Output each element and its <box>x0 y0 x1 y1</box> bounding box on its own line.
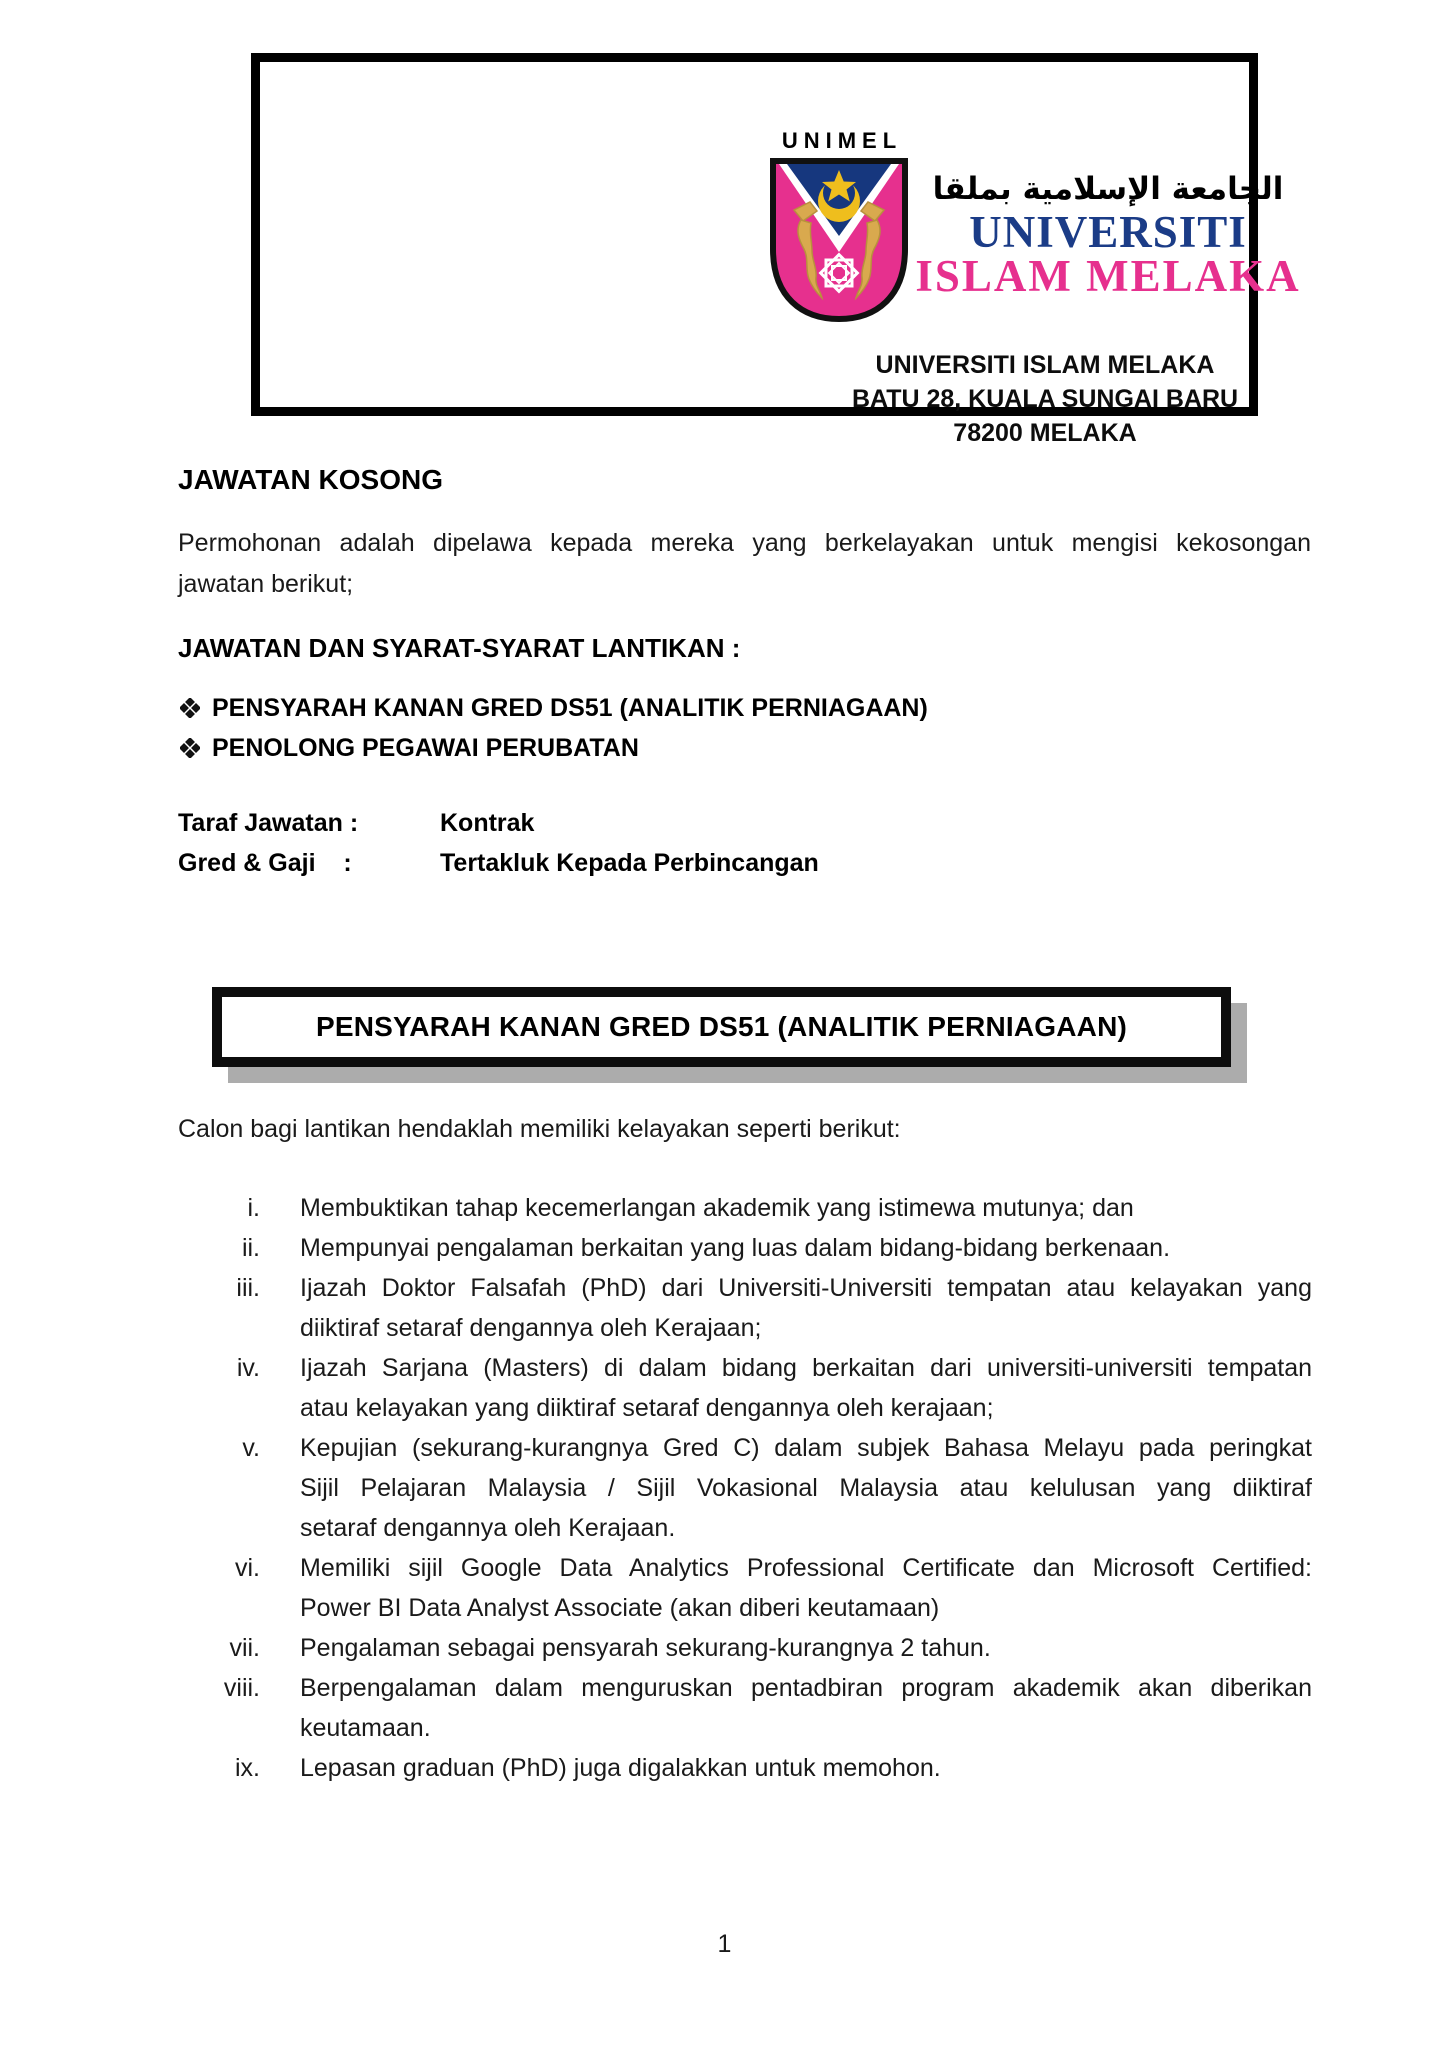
section-heading: JAWATAN DAN SYARAT-SYARAT LANTIKAN : <box>178 633 741 663</box>
logo-arabic-name: الجامعة الإسلامية بملقا <box>932 171 1284 207</box>
requirement-item: iv. Ijazah Sarjana (Masters) di dalam bidang berkaitan dari universiti-universiti tempatan atau kelayakan yang diiktiraf setaraf dengannya oleh kerajaan; <box>212 1348 1312 1428</box>
diamond-bullet-icon <box>180 698 200 718</box>
requirements-list <box>212 1188 1312 1788</box>
address-line: 78200 MELAKA <box>953 419 1137 447</box>
requirement-item: v. Kepujian (sekurang-kurangnya Gred C) dalam subjek Bahasa Melayu pada peringkat Sijil Pelajaran Malaysia / Sijil Vokasional Malaysia atau kelulusan yang diiktiraf setaraf dengannya oleh Kerajaan. <box>212 1428 1312 1548</box>
requirement-number: viii. <box>223 1674 260 1702</box>
requirement-item: ii. Mempunyai pengalaman berkaitan yang luas dalam bidang-bidang berkenaan. <box>212 1228 1312 1268</box>
unimel-crest-icon <box>768 156 910 324</box>
requirement-number: iv. <box>236 1354 260 1382</box>
position-title: PENSYARAH KANAN GRED DS51 (ANALITIK PERNIAGAAN) <box>315 1011 1128 1042</box>
requirement-number: iii. <box>236 1274 260 1302</box>
requirement-number: v. <box>242 1434 260 1462</box>
requirement-item: vi. Memiliki sijil Google Data Analytics Professional Certificate dan Microsoft Certified: Power BI Data Analyst Associate (akan diberi keutamaan) <box>212 1548 1312 1628</box>
position-title-box <box>212 987 1231 1067</box>
logo-wordmark <box>912 168 1304 301</box>
detail-value: Tertakluk Kepada Perbincangan <box>440 849 819 877</box>
detail-label: Gred & Gaji : <box>178 849 352 877</box>
intro-line: jawatan berikut; <box>178 570 354 598</box>
requirement-item: iii. Ijazah Doktor Falsafah (PhD) dari Universiti-Universiti tempatan atau kelayakan yang diiktiraf setaraf dengannya oleh Kerajaan; <box>212 1268 1312 1348</box>
detail-value: Kontrak <box>440 809 535 837</box>
logo-name-line1: UNIVERSITI <box>969 207 1247 257</box>
letterhead-box <box>251 53 1301 447</box>
logo-acronym: UNIMEL <box>781 128 903 153</box>
page-number: 1 <box>717 1930 732 1958</box>
requirement-item: vii. Pengalaman sebagai pensyarah sekurang-kurangnya 2 tahun. <box>212 1628 1312 1668</box>
logo-name-line2: ISLAM MELAKA <box>915 251 1301 301</box>
diamond-bullet-icon <box>180 738 200 758</box>
positions-list <box>180 688 1310 768</box>
address-line: UNIVERSITI ISLAM MELAKA <box>875 351 1215 379</box>
intro-line: Permohonan adalah dipelawa kepada mereka yang berkelayakan untuk mengisi kekosongan <box>178 529 1311 557</box>
requirement-number: ix. <box>235 1754 260 1782</box>
position-item <box>180 728 1310 768</box>
requirement-number: vi. <box>235 1554 260 1582</box>
detail-row <box>178 803 1308 843</box>
position-label: PENSYARAH KANAN GRED DS51 (ANALITIK PERNIAGAAN) <box>212 693 928 722</box>
intro-paragraph <box>178 523 1311 605</box>
requirement-item: ix. Lepasan graduan (PhD) juga digalakkan untuk memohon. <box>212 1748 1312 1788</box>
requirement-item: viii. Berpengalaman dalam menguruskan pentadbiran program akademik akan diberikan keutamaan. <box>212 1668 1312 1748</box>
address-block <box>570 348 1449 450</box>
position-label: PENOLONG PEGAWAI PERUBATAN <box>212 733 639 762</box>
address-line: BATU 28, KUALA SUNGAI BARU <box>851 385 1239 413</box>
job-details <box>178 803 1308 883</box>
requirement-number: i. <box>247 1194 260 1222</box>
requirement-number: vii. <box>229 1634 260 1662</box>
requirement-number: ii. <box>241 1234 260 1262</box>
page-title: JAWATAN KOSONG <box>178 464 443 495</box>
detail-row <box>178 843 1308 883</box>
requirements-intro: Calon bagi lantikan hendaklah memiliki kelayakan seperti berikut: <box>178 1115 901 1143</box>
position-item <box>180 688 1310 728</box>
requirement-item: i. Membuktikan tahap kecemerlangan akademik yang istimewa mutunya; dan <box>212 1188 1312 1228</box>
detail-label: Taraf Jawatan : <box>178 809 359 837</box>
